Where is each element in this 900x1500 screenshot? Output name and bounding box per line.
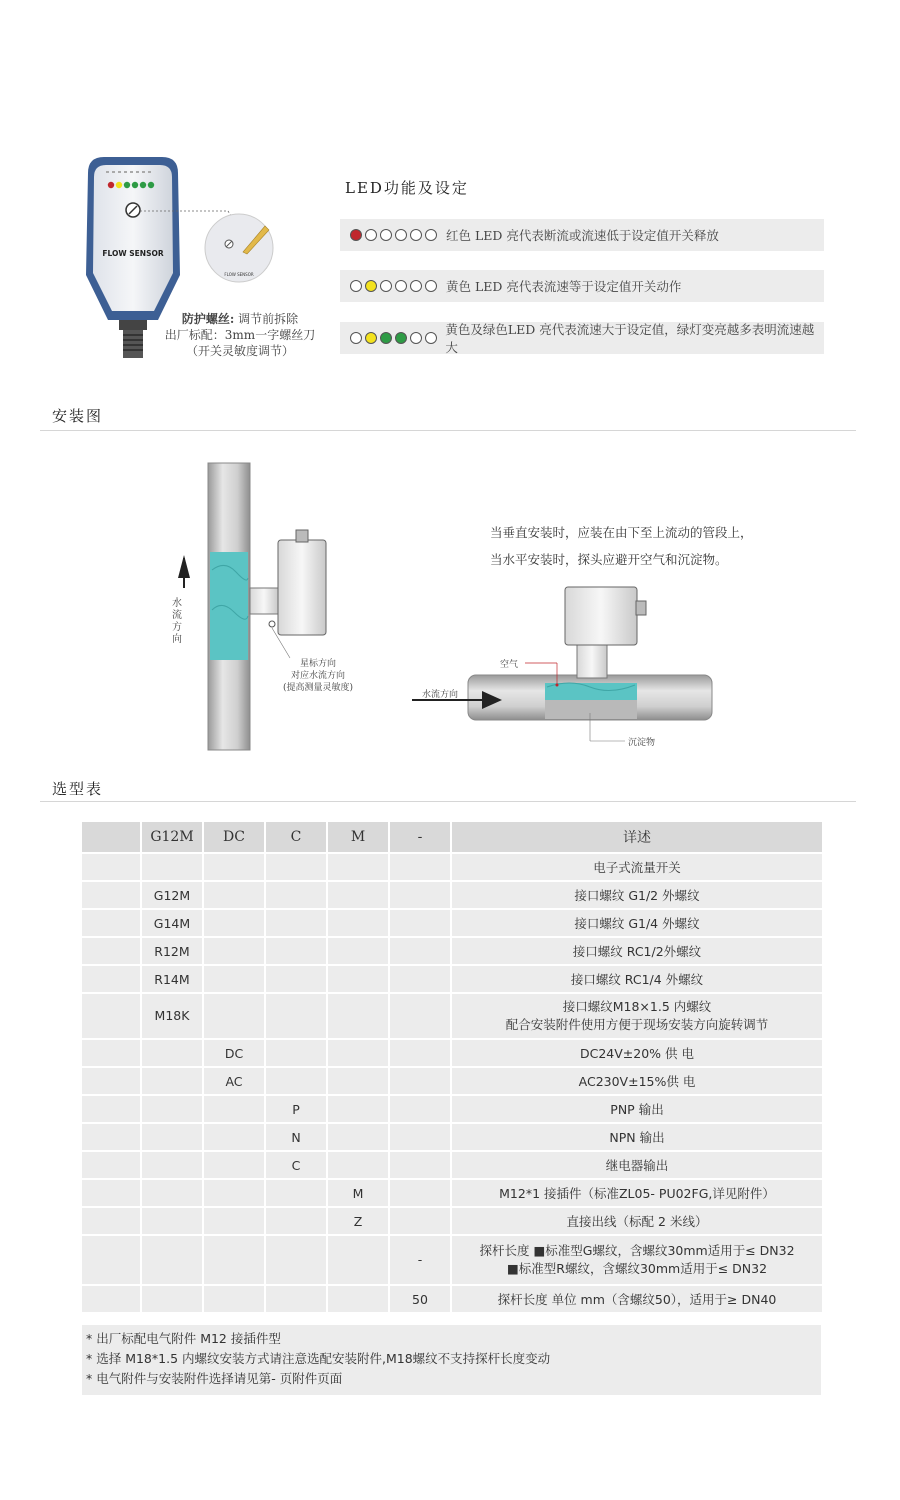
zoom-label: FLOW SENSOR	[224, 272, 254, 277]
code-cell	[204, 1208, 264, 1234]
table-row	[82, 1286, 822, 1312]
code-cell: Z	[328, 1208, 388, 1234]
code-cell	[266, 994, 326, 1038]
note-vertical: 当垂直安装时，应装在由下至上流动的管段上，	[490, 525, 753, 540]
table-row	[82, 910, 822, 936]
table-row	[82, 994, 822, 1038]
led-dot-icon	[365, 229, 377, 241]
code-cell: 50	[390, 1286, 450, 1312]
code-cell: R12M	[142, 938, 202, 964]
led-description: 黄色 LED 亮代表流速等于设定值开关动作	[446, 279, 682, 294]
table-row	[82, 966, 822, 992]
code-cell: M18K	[142, 994, 202, 1038]
description-cell: NPN 输出	[452, 1124, 822, 1150]
led-dot-icon	[410, 280, 422, 292]
code-cell	[204, 1180, 264, 1206]
table-header: C	[266, 822, 326, 852]
code-cell	[328, 1040, 388, 1066]
led-description: 红色 LED 亮代表断流或流速低于设定值开关释放	[446, 228, 719, 243]
description-cell: DC24V±20% 供 电	[452, 1040, 822, 1066]
device-label: FLOW SENSOR	[102, 249, 164, 258]
code-cell	[82, 910, 140, 936]
led-indicator-group	[350, 229, 442, 241]
code-cell	[82, 938, 140, 964]
caption-line-1: 调节前拆除	[238, 312, 299, 326]
code-cell	[328, 910, 388, 936]
led-dot-icon	[350, 280, 362, 292]
description-line: 探杆长度 ■标准型G螺纹，含螺纹30mm适用于≤ DN32	[479, 1243, 795, 1258]
led-dot-icon	[425, 332, 437, 344]
table-row	[82, 1068, 822, 1094]
code-cell	[204, 910, 264, 936]
table-row	[82, 938, 822, 964]
code-cell: M	[328, 1180, 388, 1206]
code-cell	[390, 1208, 450, 1234]
led-dot-icon	[365, 280, 377, 292]
table-row	[82, 1152, 822, 1178]
install-title: 安装图	[52, 407, 104, 425]
code-cell: N	[266, 1124, 326, 1150]
table-row	[82, 1040, 822, 1066]
code-cell	[204, 854, 264, 880]
code-cell	[204, 1124, 264, 1150]
code-cell: C	[266, 1152, 326, 1178]
code-cell	[82, 966, 140, 992]
led-dot-icon	[425, 229, 437, 241]
table-row	[82, 1124, 822, 1150]
footnote: * 出厂标配电气附件 M12 接插件型	[86, 1331, 281, 1346]
air-label: 空气	[500, 660, 519, 670]
code-cell	[82, 1286, 140, 1312]
code-cell	[390, 1096, 450, 1122]
code-cell	[142, 1068, 202, 1094]
code-cell	[142, 1124, 202, 1150]
table-header: DC	[204, 822, 264, 852]
table-row	[82, 854, 822, 880]
table-header: M	[328, 822, 388, 852]
description-cell: 接口螺纹 G1/4 外螺纹	[452, 910, 822, 936]
code-cell	[328, 1124, 388, 1150]
code-cell	[390, 1068, 450, 1094]
code-cell	[142, 1040, 202, 1066]
description-cell: 继电器输出	[452, 1152, 822, 1178]
code-cell: R14M	[142, 966, 202, 992]
screw-caption	[150, 311, 330, 359]
star-note	[283, 658, 353, 694]
flow-direction-horizontal: 水流方向	[422, 690, 459, 700]
led-dot-icon	[410, 229, 422, 241]
code-cell	[82, 1040, 140, 1066]
code-cell	[390, 910, 450, 936]
table-row	[82, 882, 822, 908]
code-cell	[266, 938, 326, 964]
led-indicator-group	[350, 280, 442, 292]
description-cell: 接口螺纹 G1/2 外螺纹	[452, 882, 822, 908]
code-cell	[82, 994, 140, 1038]
caption-line-2: 出厂标配：3mm一字螺丝刀	[164, 328, 316, 342]
code-cell	[390, 1152, 450, 1178]
code-cell	[328, 994, 388, 1038]
footnotes	[82, 1325, 821, 1395]
description-cell: 探杆长度 单位 mm（含螺纹50），适用于≥ DN40	[452, 1286, 822, 1312]
led-title: LED功能及设定	[345, 179, 469, 197]
description-cell: 直接出线（标配 2 米线）	[452, 1208, 822, 1234]
caption-line-3: （开关灵敏度调节）	[185, 344, 294, 358]
code-cell	[266, 910, 326, 936]
footnote: * 选择 M18*1.5 内螺纹安装方式请注意选配安装附件,M18螺纹不支持探杆长度变动	[86, 1351, 551, 1366]
code-cell	[390, 994, 450, 1038]
description-cell: 接口螺纹 RC1/2外螺纹	[452, 938, 822, 964]
code-cell	[266, 1040, 326, 1066]
screw-zoom	[203, 212, 275, 284]
code-cell	[204, 994, 264, 1038]
code-cell	[390, 1040, 450, 1066]
code-cell: G14M	[142, 910, 202, 936]
code-cell: -	[390, 1236, 450, 1284]
code-cell: DC	[204, 1040, 264, 1066]
table-header: G12M	[142, 822, 202, 852]
code-cell	[82, 1096, 140, 1122]
sediment-label: 沉淀物	[628, 738, 656, 748]
code-cell	[204, 938, 264, 964]
code-cell: AC	[204, 1068, 264, 1094]
code-cell	[266, 1180, 326, 1206]
code-cell	[204, 1096, 264, 1122]
led-dot-icon	[380, 280, 392, 292]
description-cell: M12*1 接插件（标准ZL05- PU02FG,详见附件）	[452, 1180, 822, 1206]
description-cell: 电子式流量开关	[452, 854, 822, 880]
led-row	[340, 270, 824, 302]
code-cell	[390, 1180, 450, 1206]
code-cell	[328, 1286, 388, 1312]
description-cell	[452, 1236, 822, 1284]
led-row	[340, 219, 824, 251]
code-cell: G12M	[142, 882, 202, 908]
code-cell	[142, 854, 202, 880]
selection-table	[80, 820, 824, 1314]
note-horizontal: 当水平安装时，探头应避开空气和沉淀物。	[490, 552, 728, 567]
description-line: ■标准型R螺纹，含螺纹30mm适用于≤ DN32	[506, 1261, 768, 1276]
led-dot-icon	[395, 229, 407, 241]
table-row	[82, 1208, 822, 1234]
selection-title: 选型表	[52, 780, 104, 798]
code-cell	[328, 1068, 388, 1094]
led-dot-icon	[380, 332, 392, 344]
code-cell	[266, 882, 326, 908]
led-dot-icon	[350, 229, 362, 241]
code-cell	[204, 1236, 264, 1284]
star-note-1: 星标方向	[300, 659, 337, 669]
led-indicator-group	[350, 332, 441, 344]
code-cell	[204, 882, 264, 908]
code-cell	[82, 1208, 140, 1234]
table-header-row	[82, 822, 822, 852]
table-row	[82, 1236, 822, 1284]
code-cell	[204, 966, 264, 992]
led-dot-icon	[410, 332, 422, 344]
code-cell	[142, 1152, 202, 1178]
led-dot-icon	[365, 332, 377, 344]
code-cell	[266, 854, 326, 880]
code-cell	[142, 1180, 202, 1206]
code-cell	[266, 1286, 326, 1312]
code-cell	[82, 1152, 140, 1178]
code-cell	[204, 1286, 264, 1312]
code-cell	[390, 966, 450, 992]
code-cell	[390, 1124, 450, 1150]
code-cell	[82, 854, 140, 880]
code-cell	[390, 854, 450, 880]
footnote: * 电气附件与安装附件选择请见第- 页附件页面	[86, 1371, 343, 1386]
code-cell: P	[266, 1096, 326, 1122]
code-cell	[328, 854, 388, 880]
flow-direction-vertical: 水流方向	[172, 598, 182, 645]
code-cell	[328, 938, 388, 964]
code-cell	[204, 1152, 264, 1178]
code-cell	[390, 882, 450, 908]
code-cell	[142, 1236, 202, 1284]
code-cell	[266, 1236, 326, 1284]
code-cell	[328, 882, 388, 908]
code-cell	[82, 1180, 140, 1206]
led-dot-icon	[380, 229, 392, 241]
description-cell	[452, 994, 822, 1038]
horizontal-install-diagram	[410, 575, 720, 750]
code-cell	[142, 1286, 202, 1312]
led-dot-icon	[395, 280, 407, 292]
code-cell	[328, 966, 388, 992]
table-row	[82, 1096, 822, 1122]
code-cell	[82, 1068, 140, 1094]
code-cell	[390, 938, 450, 964]
caption-bold: 防护螺丝:	[181, 312, 235, 326]
led-description: 黄色及绿色LED 亮代表流速大于设定值，绿灯变亮越多表明流速越大	[445, 322, 815, 355]
star-note-2: 对应水流方向	[291, 671, 346, 681]
description-cell: AC230V±15%供 电	[452, 1068, 822, 1094]
led-dot-icon	[395, 332, 407, 344]
code-cell	[142, 1096, 202, 1122]
code-cell	[142, 1208, 202, 1234]
code-cell	[328, 1096, 388, 1122]
divider	[40, 430, 856, 431]
table-row	[82, 1180, 822, 1206]
code-cell	[82, 882, 140, 908]
led-dot-icon	[425, 280, 437, 292]
code-cell	[266, 1068, 326, 1094]
code-cell	[328, 1236, 388, 1284]
led-dot-icon	[350, 332, 362, 344]
description-cell: PNP 输出	[452, 1096, 822, 1122]
table-header: -	[390, 822, 450, 852]
divider	[40, 801, 856, 802]
star-note-3: (提高测量灵敏度)	[283, 683, 354, 693]
description-cell: 接口螺纹 RC1/4 外螺纹	[452, 966, 822, 992]
table-header	[82, 822, 140, 852]
code-cell	[82, 1236, 140, 1284]
code-cell	[266, 966, 326, 992]
vertical-install-diagram	[170, 460, 370, 755]
table-header: 详述	[452, 822, 822, 852]
code-cell	[328, 1152, 388, 1178]
description-line: 接口螺纹M18×1.5 内螺纹	[562, 999, 712, 1014]
description-line: 配合安装附件使用方便于现场安装方向旋转调节	[505, 1017, 769, 1032]
led-row	[340, 322, 824, 354]
code-cell	[266, 1208, 326, 1234]
code-cell	[82, 1124, 140, 1150]
